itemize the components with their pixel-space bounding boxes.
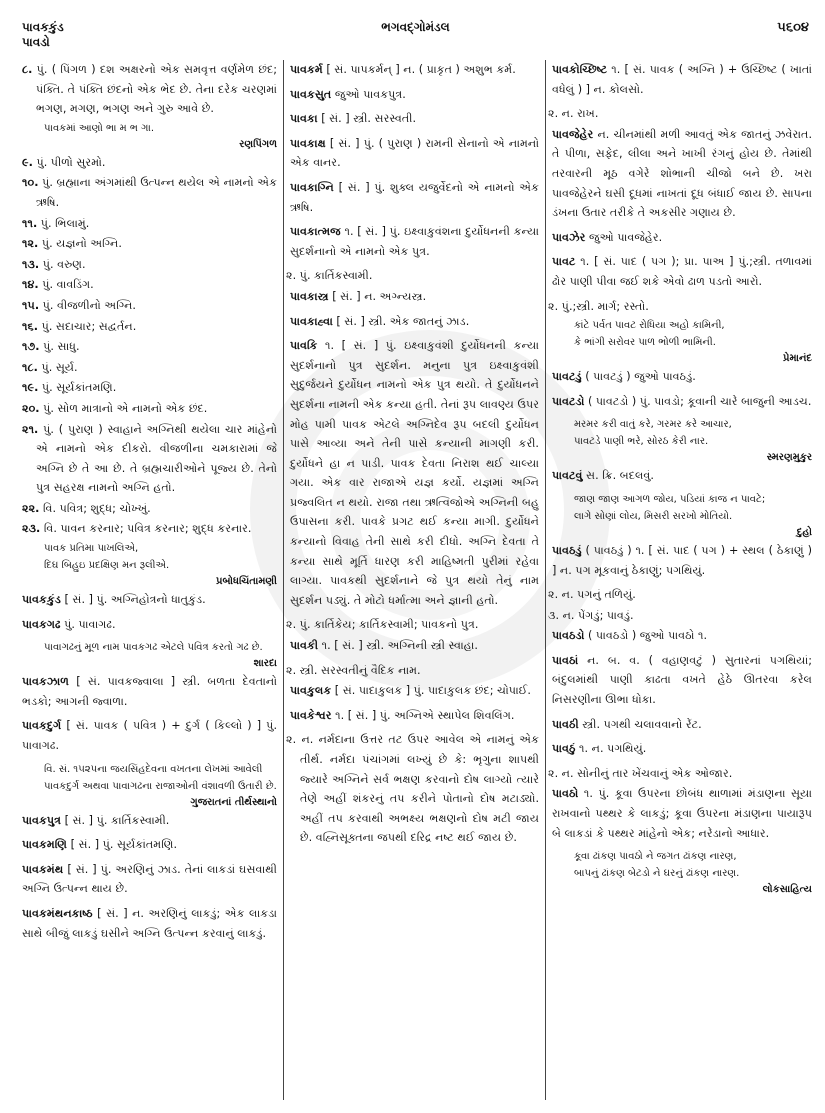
numbered-sense bbox=[22, 173, 277, 212]
dictionary-entry bbox=[290, 706, 539, 726]
quotation-line: કે ભાંગી સરોવર પાળ ભોળી ભામિની. bbox=[574, 337, 716, 349]
dictionary-entry bbox=[552, 392, 812, 412]
dictionary-entry bbox=[290, 336, 539, 610]
sub-sense: ૨. પું.;સ્ત્રી. માર્ગ; રસ્તો. bbox=[548, 299, 649, 313]
quotation-source: સ્મરણમુકુર bbox=[766, 452, 812, 464]
definition: [ સં. પાદાકુલક ] પું. પાદાકુલક છંદ; ચોપાઈ. bbox=[334, 684, 531, 698]
sense-number: ૯. bbox=[22, 155, 33, 169]
sense-number: ૧૯. bbox=[22, 381, 39, 395]
sense-number: ૧૭. bbox=[22, 340, 40, 354]
sense-number: ૨૦. bbox=[22, 401, 40, 415]
sense-number: ૧૦. bbox=[22, 176, 39, 190]
definition: ( પાવટડો ) પું. પાવડો; કૂવાની ચારે બાજુની આડચ. bbox=[587, 394, 812, 408]
headword: પાવઠી bbox=[552, 717, 579, 731]
definition: ૧. [ સં. પાદ ( પગ ); પ્રા. પાઅ ] પું.;સ્ત્રી. તળાવમાં ઢોર પાણી પીવા જઈ શકે એવો ઢાળ પડતો આરો. bbox=[552, 255, 812, 288]
dictionary-entry bbox=[22, 716, 277, 755]
sub-sense: ૨. પું. કાર્તિકસ્વામી. bbox=[286, 269, 373, 283]
headword: પાવટડું bbox=[552, 370, 582, 384]
sense-text: પું. સાધુ. bbox=[43, 340, 80, 354]
book-title: ભગવદ્ગોમંડલ bbox=[381, 20, 450, 34]
definition: [ સં. ] પું. શુક્લ યજુર્વેદનો એ નામનો એક ઋષિ. bbox=[290, 180, 539, 214]
quotation-line: વિ. સં. ૧૫૨૫ના જયસિંહદેવના વખતના લેખમાં આવેલી પાવકદુર્ગ અથવા પાવાગઢના રાજાઓની વંશાવળી ઉતારી છે. bbox=[44, 763, 277, 792]
numbered-sense bbox=[22, 317, 277, 337]
definition: ( પાવઠડું ) ૧. [ સં. પાદ ( પગ ) + સ્થલ ( ઠેકાણું ) ] ન. પગ મૂકવાનું ઠેકાણું; પગથિયું. bbox=[552, 543, 812, 577]
headword: પાવટ bbox=[552, 255, 576, 269]
sense-number: ૧૧. bbox=[22, 216, 38, 230]
dictionary-entry bbox=[552, 466, 812, 486]
quotation-line: જાણ જાણ આગળ જોય, પડિયાં કાજ ન પાવટે; bbox=[574, 493, 766, 505]
numbered-sense bbox=[22, 337, 277, 357]
dictionary-entry bbox=[22, 590, 277, 610]
sub-sense: ૨. પું. કાર્તિકેય; કાર્તિકસ્વામી; પાવકનો પુત્ર. bbox=[286, 618, 479, 632]
sense-number: ૮. bbox=[22, 63, 33, 76]
headword: પાવકાક્ષ bbox=[290, 136, 326, 150]
headword: પાવકસુત bbox=[290, 87, 332, 101]
definition: જુઓ પાવકપુત્ર. bbox=[334, 87, 406, 101]
quotation-line: મરમર કરી વાતું કરે, ગરમર કરે આચાર, bbox=[574, 419, 732, 431]
headword: પાવઠડું bbox=[552, 543, 582, 557]
column-2 bbox=[284, 60, 546, 1100]
dictionary-entry bbox=[552, 651, 812, 710]
headword: પાવકદુર્ગ bbox=[22, 719, 62, 733]
dictionary-entry bbox=[552, 626, 812, 646]
definition: સ્ત્રી. પગથી ચલાવવાનો રેંટ. bbox=[582, 717, 702, 731]
sub-sense: ૨. ન. સોનીનું તાર ખેંચવાનું એક ઓજાર. bbox=[548, 766, 733, 780]
dictionary-entry bbox=[552, 739, 812, 759]
quotation-line: દિઘ બિહુઇ પ્રદક્ષિણ મન રૂલીએ. bbox=[44, 560, 170, 572]
sense-text: પું. સદાચાર; સદ્વર્તન. bbox=[41, 319, 137, 333]
numbered-sense bbox=[22, 255, 277, 275]
definition: ૧. [ સં. પાવક ( અગ્નિ ) + ઉચ્છિષ્ટ ( ખાતાં વધેલું ) ] ન. કોલસો. bbox=[552, 63, 812, 96]
definition: [ સં. ] ન. અરણિનું લાકડું; એક લાકડા સાથે બીજું લાકડું ઘસીને અગ્નિ ઉત્પન્ન કરવાનું લાકડું. bbox=[22, 907, 277, 940]
sense-text: પું. વાવડિંગ. bbox=[42, 278, 94, 292]
dictionary-entry bbox=[290, 636, 539, 656]
definition: ( પાવઠડો ) જુઓ પાવઠો ૧. bbox=[587, 629, 708, 643]
definition: [ સં. ] પું. સૂર્યકાંતમણિ. bbox=[70, 838, 178, 852]
numbered-sense bbox=[22, 378, 277, 398]
guide-word-last: પાવડો bbox=[22, 35, 50, 49]
sense-text: વિ. પાવન કરનાર; પવિત્ર કરનાર; શુદ્ધ કરનાર. bbox=[43, 522, 252, 536]
quotation-source: પ્રેમાનંદ bbox=[782, 353, 812, 365]
sense-text: પું. સોળ માત્રાનો એ નામનો એક છંદ. bbox=[43, 401, 208, 415]
quotation-line: બાપનું ઢાંકણ બેટડો ને ઘરનું ઢાંકણ નારણ. bbox=[574, 868, 740, 880]
sub-sense: ૨. સ્ત્રી. સરસ્વતીનું વૈદિક નામ. bbox=[286, 663, 421, 677]
numbered-sense bbox=[22, 60, 277, 119]
sub-sense: ૨. ન. રાખ. bbox=[548, 107, 599, 121]
definition: [ સં. ] પું. કાર્તિકસ્વામી. bbox=[64, 813, 170, 827]
sense-number: ૧૩. bbox=[22, 257, 40, 271]
dictionary-entry bbox=[22, 835, 277, 855]
sense-number: ૧૫. bbox=[22, 298, 40, 312]
definition: ૧. પું. કૂવા ઉપરના છોબંધ થાળામાં મંડાણના સૂયા રાખવાનો પથ્થર કે લાકડું; કૂવા ઉપરના મંડાણના પાયારૂપ બે લાકડાં કે પથ્થર માંહેનો એક; નરેડાનો આધાર. bbox=[552, 787, 812, 840]
headword: પાવકાત્મજ bbox=[290, 225, 341, 239]
definition: [ સં. પાવકજ્વાલા ] સ્ત્રી. બળતા દેવતાનો ભડકો; આગની જ્વાળા. bbox=[22, 675, 277, 708]
definition: ન. ચીનમાંથી મળી આવતું એક જાતનું ઝવેરાત. તે પીળા, સફેદ, લીલા અને ખાખી રંગનું હોય છે. તેમાંથી તરવારની મૂઠ વગેરે શોભાની ચીજો બને છે. ખરા પાવજેહેરને ઘસી દૂધમાં નાખતાં દૂધ બંધાઈ જાય છે. સાપના ડંખના ઉતાર તરીકે તે અકસીર ગણાય છે. bbox=[552, 127, 812, 220]
dictionary-entry bbox=[290, 109, 539, 129]
sense-number: ૧૮. bbox=[22, 360, 38, 374]
sense-text: પું. સૂર્ય. bbox=[41, 360, 78, 374]
sense-number: ૨૩. bbox=[22, 522, 41, 536]
numbered-sense bbox=[22, 234, 277, 254]
numbered-sense bbox=[22, 296, 277, 316]
headword: પાવકોચ્છિષ્ટ bbox=[552, 63, 608, 76]
quotation-line: પાવાગઢનું મૂળ નામ પાવકગઢ એટલે પવિત્ર કરતો ગઢ છે. bbox=[44, 642, 263, 654]
dictionary-entry bbox=[22, 615, 277, 635]
headword: પાવટડો bbox=[552, 394, 585, 408]
headword: પાવકી bbox=[290, 639, 319, 653]
dictionary-entry bbox=[22, 860, 277, 899]
sense-text: પું. ભિલામું. bbox=[40, 216, 90, 230]
headword: પાવકમંથ bbox=[22, 862, 64, 876]
numbered-sense bbox=[22, 499, 277, 519]
headword: પાવઝેર bbox=[552, 230, 586, 244]
dictionary-entry bbox=[290, 287, 539, 307]
dictionary-entry bbox=[290, 134, 539, 173]
guide-word-first: પાવકકુંડ bbox=[22, 20, 64, 34]
quotation-source: ગુજરાતનાં તીર્થસ્થાનો bbox=[190, 796, 277, 808]
definition: સ. ક્રિ. બદલવું. bbox=[586, 469, 654, 483]
column-3 bbox=[546, 60, 812, 1100]
quotation-line: લાગે સોણાં લોય, મિસરી સરખો મોતિયો. bbox=[574, 510, 733, 522]
sub-sense: ૨. ન. નર્મદાના ઉત્તર તટ ઉપર આવેલ એ નામનું એક તીર્થ. નર્મદા પંચાંગમાં લખ્યું છે કે: ભૃગુના શાપથી જ્યારે અગ્નિને સર્વ ભક્ષણ કરવાનો દોષ લાગ્યો ત્યારે તેણે અહીં શંકરનું તપ કરીને પોતાનો દોષ મટાડ્યો. અહીં તપ કરવાથી અભક્ષ્ય ભક્ષણનો દોષ મટી જાય છે. વહ્નિસૂક્તના જપથી દરિદ્ર નષ્ટ થઈ જાય છે. bbox=[286, 733, 539, 845]
quotation-source: શારદા bbox=[253, 658, 277, 670]
headword: પાવકકુંડ bbox=[22, 593, 61, 607]
headword: પાવકમણિ bbox=[22, 838, 68, 852]
definition: ૧. [ સં. ] પું. ઇક્ષ્વાકુવંશી દુર્યોધનની કન્યા સુદર્શનાનો પુત્ર સુદર્શન. મનુના પુત્ર ઇક્ષ્વાકુવંશી સુદુર્જયને દુર્યોધન નામનો એક પુત્ર થયો. તે દુર્યોધનને સુદર્શના નામની એક કન્યા હતી. તેનાં રૂપ લાવણ્ય ઉપર મોહ પામી પાવક એટલે અગ્નિદેવ રૂપ બદલી દુર્યોધન પાસે આવ્યા અને તેની પાસે કન્યાની માગણી કરી. દુર્યોધને હા ન પાડી. પાવક દેવતા નિરાશ થઈ ચાલ્યા ગયા. એક વાર રાજાએ યજ્ઞ કર્યો. યજ્ઞમાં અગ્નિ પ્રજ્વલિત ન થયો. રાજા તથા ઋત્વિજોએ અગ્નિની બહુ ઉપાસના કરી. પાવકે પ્રગટ થઈ કન્યા માગી. દુર્યોધને કન્યાનો વિવાહ તેની સાથે કરી દીધો. અગ્નિ દેવતા તે કન્યા સાથે મૂર્તિ ધારણ કરી માહિષ્મતી પુરીમાં રહેવા લાગ્યા. પાવકથી સુદર્શનાને જે પુત્ર થયો તેનું નામ સુદર્શન પડ્યું. તે મોટો ધર્માત્મા અને જ્ઞાની હતો. bbox=[290, 339, 540, 607]
sense-number: ૧૬. bbox=[22, 319, 38, 333]
sense-number: ૨૧. bbox=[22, 422, 39, 436]
sense-text: વિ. પવિત્ર; શુદ્ધ; ચોખ્ખું. bbox=[42, 501, 151, 515]
sense-text: પું. સૂર્યકાંતમણિ. bbox=[41, 381, 117, 395]
sense-text: પું. ( પિંગળ ) દશ અક્ષરનો એક સમવૃત્ત વર્ણમેળ છંદ; પંક્તિ. તે પંક્તિ છંદનો એક ભેદ છે. તેના દરેક ચરણમાં ભગણ, મગણ, ભગણ અને ગુરુ આવે છે. bbox=[36, 63, 277, 116]
definition: [ સં. ] પું. અરણિનું ઝાડ. તેનાં લાકડાં ઘસવાથી અગ્નિ ઉત્પન્ન થાય છે. bbox=[22, 862, 277, 896]
quotation-source: લોકસાહિત્ય bbox=[762, 884, 812, 896]
dictionary-entry bbox=[552, 541, 812, 580]
page-header bbox=[22, 14, 809, 48]
column-1 bbox=[22, 60, 284, 1100]
headword: પાવઠું bbox=[552, 742, 576, 756]
sense-text: પું. વીજળીનો અગ્નિ. bbox=[42, 298, 136, 312]
dictionary-entry bbox=[290, 312, 539, 332]
definition: [ સં. પાવક ( પવિત્ર ) + દુર્ગ ( કિલ્લો ) ] પું. પાવાગઢ. bbox=[22, 719, 277, 753]
headword: પાવકર્મ bbox=[290, 63, 323, 76]
headword: પાવકેશ્વર bbox=[290, 708, 332, 722]
sense-text: પું. ( પુરાણ ) સ્વાહાને અગ્નિથી થયેલા ચાર માંહેનો એ નામનો એક દીકરો. વીજળીના ચમકારામાં જે અગ્નિ છે તે આ છે. તે બ્રહ્મચારીઓને પૂજ્ય છે. તેનો પુત્ર સહરક્ષ નામનો અગ્નિ હતો. bbox=[36, 422, 278, 495]
numbered-sense bbox=[22, 153, 277, 173]
dictionary-entry bbox=[552, 125, 812, 223]
dictionary-entry bbox=[22, 672, 277, 711]
numbered-sense bbox=[22, 420, 277, 498]
headword: પાવટવું bbox=[552, 469, 583, 483]
headword: પાવકાહ્વા bbox=[290, 314, 333, 328]
headword: પાવકપુત્ર bbox=[22, 813, 62, 827]
sense-text: પું. યજ્ઞનો અગ્નિ. bbox=[41, 237, 122, 251]
definition: ૧. [ સં. ] સ્ત્રી. અગ્નિની સ્ત્રી સ્વાહા. bbox=[321, 639, 478, 653]
quotation-source: રણપિંગળ bbox=[239, 138, 277, 150]
dictionary-columns bbox=[22, 60, 812, 1100]
definition: [ સં. ] સ્ત્રી. એક જાતનું ઝાડ. bbox=[336, 314, 470, 328]
sense-number: ૧૨. bbox=[22, 237, 39, 251]
definition: [ સં. પાપકર્મન્ ] ન. ( પ્રાકૃત ) અશુભ કર્મ. bbox=[326, 63, 516, 76]
sense-text: પું. વરુણ. bbox=[42, 257, 86, 271]
sub-sense: ૩. ન. પેંગડું; પાવડું. bbox=[548, 608, 634, 622]
sense-number: ૨૨. bbox=[22, 501, 40, 515]
dictionary-entry bbox=[290, 681, 539, 701]
quotation-source: દુહો bbox=[796, 526, 812, 538]
quotation-line: પાવટડે પાણી ભરે, સોરઠ કેરી નાર. bbox=[574, 436, 709, 448]
headword: પાવઠો bbox=[552, 787, 579, 801]
dictionary-entry bbox=[552, 252, 812, 291]
definition: ૧. ન. પગથિયું. bbox=[579, 742, 647, 756]
dictionary-entry bbox=[552, 60, 812, 99]
definition: જુઓ પાવજેહેર. bbox=[589, 230, 663, 244]
headword: પાવઠાં bbox=[552, 653, 579, 667]
headword: પાવજેહેર bbox=[552, 127, 594, 141]
definition: [ સં. ] પું. અગ્નિહોત્રનો ધાતુકુંડ. bbox=[64, 593, 206, 607]
numbered-sense bbox=[22, 358, 277, 378]
numbered-sense bbox=[22, 275, 277, 295]
quotation-line: પાવક પ્રતિમા પાખલિએ, bbox=[44, 543, 139, 555]
sense-number: ૧૪. bbox=[22, 278, 39, 292]
headword: પાવકિ bbox=[290, 339, 318, 353]
headword: પાવકાસ્ત્ર bbox=[290, 289, 329, 303]
headword: પાવકાગ્નિ bbox=[290, 180, 334, 194]
headword: પાવકા bbox=[290, 112, 318, 126]
definition: ૧. [ સં. ] પું. અગ્નિએ સ્થાપેલ શિવલિંગ. bbox=[335, 708, 515, 722]
quotation-line: કાંટે પર્વત પાવટ રોધિયા અહો કામિની, bbox=[574, 320, 725, 332]
definition: [ સં. ] પું. ( પુરાણ ) રામની સેનાનો એ નામનો એક વાનર. bbox=[290, 136, 539, 170]
quotation-line: કૂવા ઢાંકણ પાવઠો ને જગત ઢાંકણ નારણ, bbox=[574, 851, 737, 863]
dictionary-entry bbox=[290, 60, 539, 80]
numbered-sense bbox=[22, 519, 277, 539]
dictionary-entry bbox=[552, 715, 812, 735]
sense-text: પું. પીળો સુરમો. bbox=[36, 155, 106, 169]
dictionary-entry bbox=[552, 784, 812, 843]
numbered-sense bbox=[22, 399, 277, 419]
page-number: ૫૬૦૪ bbox=[777, 20, 809, 35]
definition: ૧. [ સં. ] પું. ઇક્ષ્વાકુવંશના દુર્યોધનની કન્યા સુદર્શનાનો એ નામનો એક પુત્ર. bbox=[290, 225, 540, 258]
quotation-line: પાવકમાં આણો ભા મ ભ ગા. bbox=[44, 122, 155, 134]
headword: પાવકઝાળ bbox=[22, 675, 70, 689]
dictionary-entry bbox=[552, 228, 812, 248]
headword: પાવકમંથનકાષ્ઠ bbox=[22, 907, 93, 920]
sense-text: પું. બ્રહ્માના અંગમાંથી ઉત્પન્ન થયેલ એ નામનો એક ઋષિ. bbox=[36, 176, 278, 209]
headword: પાવઠડો bbox=[552, 629, 585, 643]
dictionary-entry bbox=[552, 367, 812, 387]
headword: પાવકગઢ bbox=[22, 617, 61, 631]
sub-sense: ૨. ન. પગનું તળિયું. bbox=[548, 588, 636, 602]
definition: ન. બ. વ. ( વહાણવટું ) સુતારનાં પગથિયાં; બંદુલમાંથી પાણી કાઢતા વખતે હેઠે ઊતરવા કરેલ નિસરણીના ઊભા ધોકા. bbox=[552, 653, 812, 707]
dictionary-entry bbox=[22, 811, 277, 831]
numbered-sense bbox=[22, 214, 277, 234]
quotation-source: પ્રબોધચિંતામણી bbox=[216, 576, 277, 588]
definition: પું. પાવાગઢ. bbox=[64, 617, 116, 631]
headword: પાવકુલક bbox=[290, 684, 332, 698]
dictionary-entry bbox=[290, 222, 539, 261]
definition: ( પાવટડું ) જુઓ પાવઠડું. bbox=[585, 370, 696, 384]
definition: [ સં. ] સ્ત્રી. સરસ્વતી. bbox=[321, 112, 417, 126]
definition: [ સં. ] ન. અગ્ન્યસ્ત્ર. bbox=[332, 289, 427, 303]
dictionary-entry bbox=[290, 85, 539, 105]
dictionary-entry bbox=[22, 904, 277, 943]
dictionary-entry bbox=[290, 178, 539, 217]
